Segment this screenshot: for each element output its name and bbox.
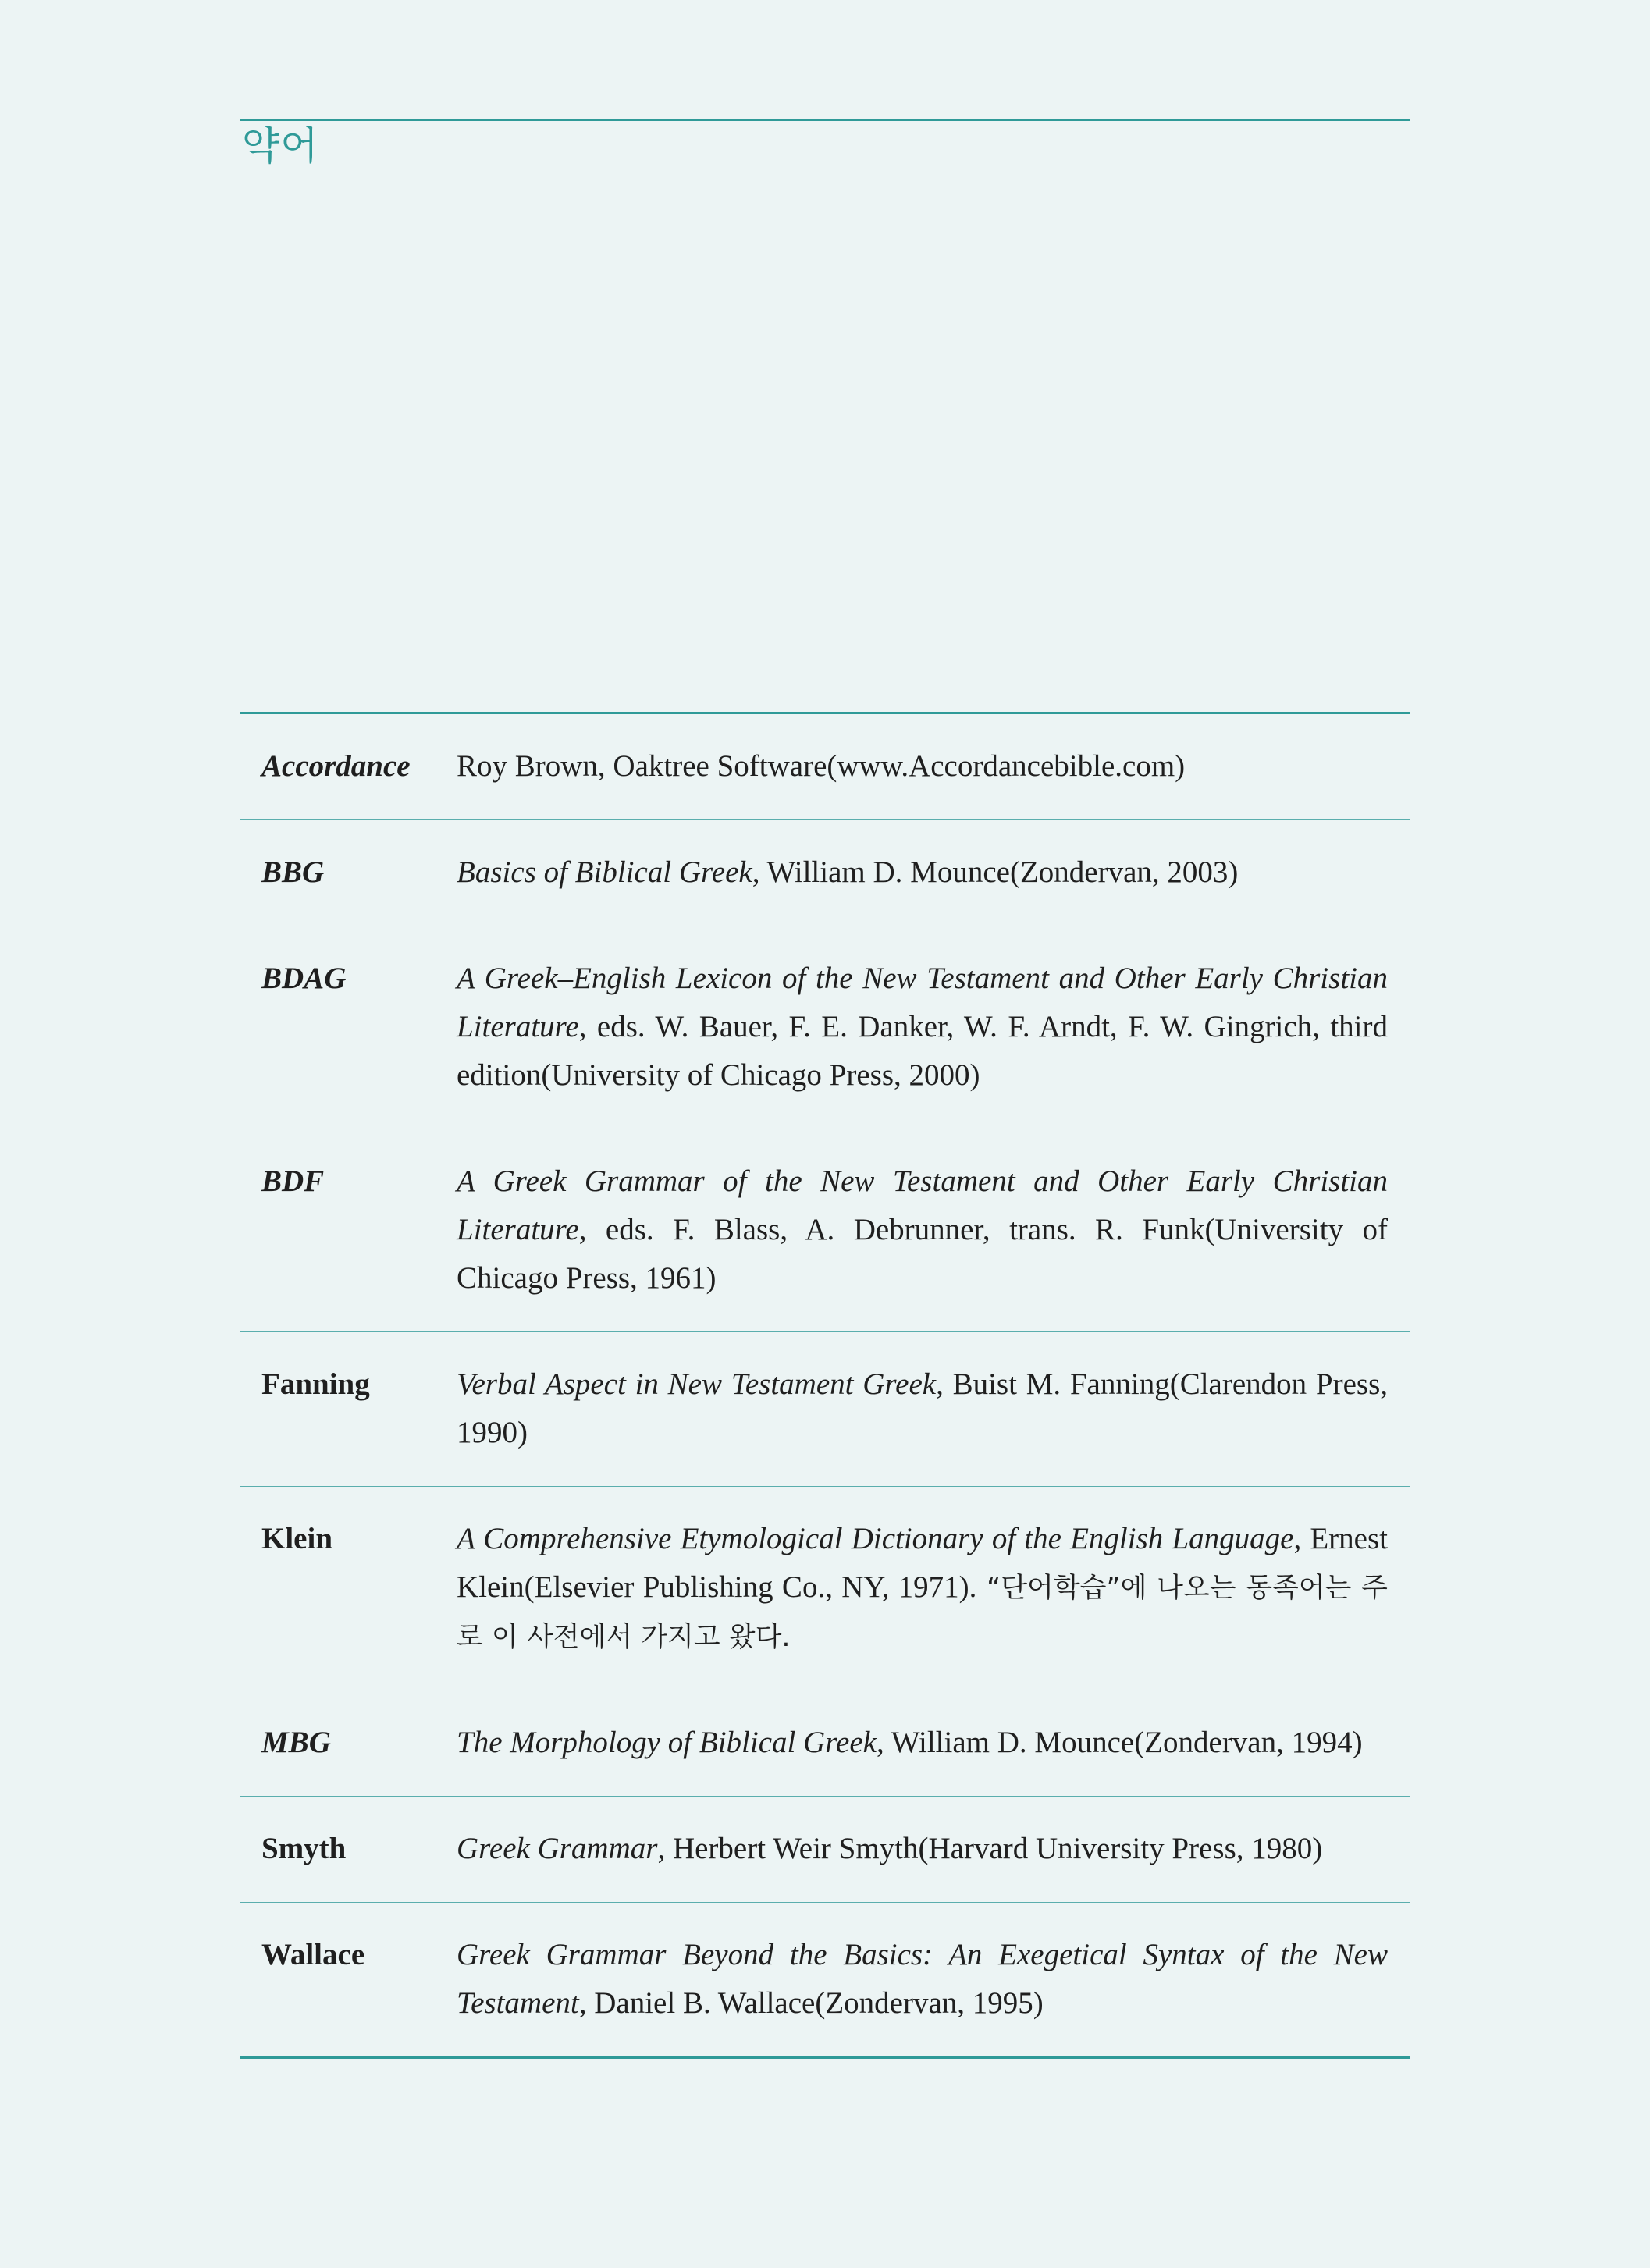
work-details: , William D. Mounce(Zondervan, 2003) xyxy=(752,855,1239,889)
abbreviation-table xyxy=(240,712,1410,2059)
abbreviation-key: Klein xyxy=(261,1522,333,1555)
abbreviation-description xyxy=(457,1719,1410,1768)
abbreviation-description xyxy=(457,1157,1410,1303)
abbreviation-key: BDF xyxy=(261,1164,325,1198)
abbreviation-description xyxy=(457,1360,1410,1458)
abbreviation-key: BBG xyxy=(261,855,325,889)
table-row xyxy=(240,714,1410,820)
work-details: , Herbert Weir Smyth(Harvard University Press, 1980) xyxy=(657,1832,1323,1865)
work-title: A Greek–English Lexicon of the New Testament and Other Early Christian Literature xyxy=(457,962,1388,1043)
work-details: , William D. Mounce(Zondervan, 1994) xyxy=(876,1726,1363,1759)
abbreviation-key: Smyth xyxy=(261,1832,347,1865)
table-row xyxy=(240,1903,1410,2056)
table-row xyxy=(240,820,1410,926)
table-row xyxy=(240,1690,1410,1797)
work-details: , eds. F. Blass, A. Debrunner, trans. R. Funk(University of Chicago Press, 1961) xyxy=(457,1213,1388,1295)
abbreviation-key: Accordance xyxy=(261,749,411,783)
work-details: , Daniel B. Wallace(Zondervan, 1995) xyxy=(578,1986,1044,2020)
abbreviation-description xyxy=(457,848,1410,898)
work-title: A Comprehensive Etymological Dictionary of the English Language xyxy=(457,1522,1294,1555)
work-title: The Morphology of Biblical Greek xyxy=(457,1726,877,1759)
korean-note: “단어학습”에 나오는 동족어는 주로 이 사전에서 가지고 왔다. xyxy=(457,1573,1388,1653)
table-row xyxy=(240,926,1410,1129)
table-row xyxy=(240,1487,1410,1690)
work-details: , eds. W. Bauer, F. E. Danker, W. F. Arndt, F. W. Gingrich, third edition(University of Chicago Press, 2000) xyxy=(457,1010,1388,1092)
table-row xyxy=(240,1129,1410,1332)
abbreviation-key: Fanning xyxy=(261,1367,370,1401)
work-details: , Buist M. Fanning(Clarendon Press, 1990) xyxy=(457,1367,1388,1449)
work-title: Basics of Biblical Greek xyxy=(457,855,752,889)
table-row xyxy=(240,1332,1410,1487)
abbreviation-description xyxy=(457,1515,1410,1662)
work-title: Greek Grammar Beyond the Basics: An Exegetical Syntax of the New Testament xyxy=(457,1938,1388,2020)
abbreviation-key: BDAG xyxy=(261,962,347,995)
abbreviation-key: MBG xyxy=(261,1726,331,1759)
abbreviation-description xyxy=(457,742,1410,791)
work-title: A Greek Grammar of the New Testament and Other Early Christian Literature xyxy=(457,1164,1388,1246)
work-title: Verbal Aspect in New Testament Greek xyxy=(457,1367,937,1401)
work-details: Roy Brown, Oaktree Software(www.Accordancebible.com) xyxy=(457,749,1186,783)
work-details: , Ernest Klein(Elsevier Publishing Co., NY, 1971). xyxy=(457,1522,1388,1604)
top-rule xyxy=(240,119,1410,121)
abbreviation-description xyxy=(457,1931,1410,2028)
work-title: Greek Grammar xyxy=(457,1832,658,1865)
abbreviation-key: Wallace xyxy=(261,1938,365,1971)
page-title: 약어 xyxy=(242,123,319,169)
abbreviation-description xyxy=(457,1825,1410,1874)
table-row xyxy=(240,1797,1410,1903)
abbreviation-description xyxy=(457,954,1410,1100)
